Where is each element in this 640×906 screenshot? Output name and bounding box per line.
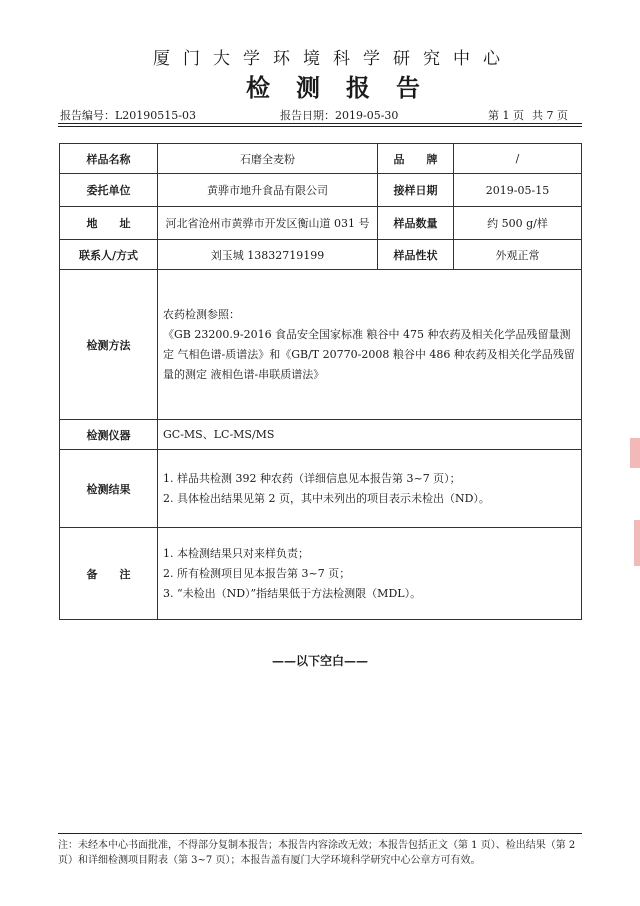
report-date-label: 报告日期： — [280, 109, 335, 122]
page-total-prefix: 共 — [532, 109, 543, 122]
report-title: 检测报告 — [246, 73, 446, 102]
remark-item-1: 1. 本检测结果只对来样负责； — [163, 546, 309, 560]
remark-item-3: 3. “未检出（ND）”指结果低于方法检测限（MDL）。 — [163, 586, 422, 600]
page-prefix: 第 — [488, 109, 499, 122]
client-value: 黄骅市地升食品有限公司 — [158, 174, 378, 207]
instrument-label: 检测仪器 — [60, 420, 158, 450]
page-indicator — [488, 107, 568, 123]
result-label: 检测结果 — [60, 450, 158, 528]
header-rule-thin — [58, 126, 582, 127]
remarks-label: 备 注 — [60, 528, 158, 620]
condition-value: 外观正常 — [454, 240, 582, 270]
table-row — [60, 240, 582, 270]
quantity-label: 样品数量 — [378, 207, 454, 240]
org-title: 厦门大学环境科学研究中心 — [153, 49, 513, 69]
page-total: 7 — [546, 109, 554, 122]
end-marker: ——以下空白—— — [271, 654, 368, 668]
footer-note: 注：未经本中心书面批准，不得部分复制本报告；本报告内容涂改无效；本报告包括正文（第 1 页）、检出结果（第 2 页）和详细检测项目附表（第 3~7 页）；本报告盖有厦门大学环境科学研究中心公章方可有效。 — [58, 840, 576, 866]
brand-value: / — [454, 144, 582, 174]
table-row — [60, 450, 582, 528]
sample-name-value: 石磨全麦粉 — [158, 144, 378, 174]
remarks-content — [158, 528, 582, 620]
result-item-2: 2. 具体检出结果见第 2 页，其中未列出的项目表示未检出（ND）。 — [163, 491, 490, 505]
table-row — [60, 270, 582, 420]
table-row — [60, 144, 582, 174]
sample-name-label: 样品名称 — [60, 144, 158, 174]
brand-label: 品 牌 — [378, 144, 454, 174]
page-suffix: 页 — [557, 109, 568, 122]
method-content — [158, 270, 582, 420]
seal-edge-mark — [630, 438, 640, 468]
report-number-value: L20190515-03 — [115, 109, 197, 122]
result-content — [158, 450, 582, 528]
table-row — [60, 528, 582, 620]
quantity-value: 约 500 g/样 — [454, 207, 582, 240]
table-row — [60, 207, 582, 240]
received-date-value: 2019-05-15 — [454, 174, 582, 207]
contact-value: 刘玉城 13832719199 — [158, 240, 378, 270]
result-item-1: 1. 样品共检测 392 种农药（详细信息见本报告第 3~7 页）； — [163, 471, 461, 485]
header-rule — [58, 123, 582, 124]
table-row — [60, 420, 582, 450]
page-current: 1 — [502, 109, 510, 122]
page-mid: 页 — [513, 109, 524, 122]
report-number — [60, 107, 196, 123]
report-date — [280, 107, 398, 123]
method-label: 检测方法 — [60, 270, 158, 420]
footer-rule — [58, 833, 582, 834]
method-line-1: 农药检测参照： — [163, 307, 240, 321]
client-label: 委托单位 — [60, 174, 158, 207]
address-label: 地 址 — [60, 207, 158, 240]
seal-edge-mark — [634, 520, 640, 566]
condition-label: 样品性状 — [378, 240, 454, 270]
table-row — [60, 174, 582, 207]
remark-item-2: 2. 所有检测项目见本报告第 3~7 页； — [163, 566, 351, 580]
address-value: 河北省沧州市黄骅市开发区衡山道 031 号 — [158, 207, 378, 240]
report-number-label: 报告编号： — [60, 109, 115, 122]
report-date-value: 2019-05-30 — [335, 109, 399, 122]
report-table — [59, 143, 582, 620]
contact-label: 联系人/方式 — [60, 240, 158, 270]
instrument-value: GC-MS、LC-MS/MS — [158, 420, 582, 450]
method-line-2: 《GB 23200.9-2016 食品安全国家标准 粮谷中 475 种农药及相关化学品残留量测定 气相色谱-质谱法》和《GB/T 20770-2008 粮谷中 486 种农药及相关化学品残留量的测定 液相色谱-串联质谱法》 — [163, 327, 575, 381]
received-date-label: 接样日期 — [378, 174, 454, 207]
